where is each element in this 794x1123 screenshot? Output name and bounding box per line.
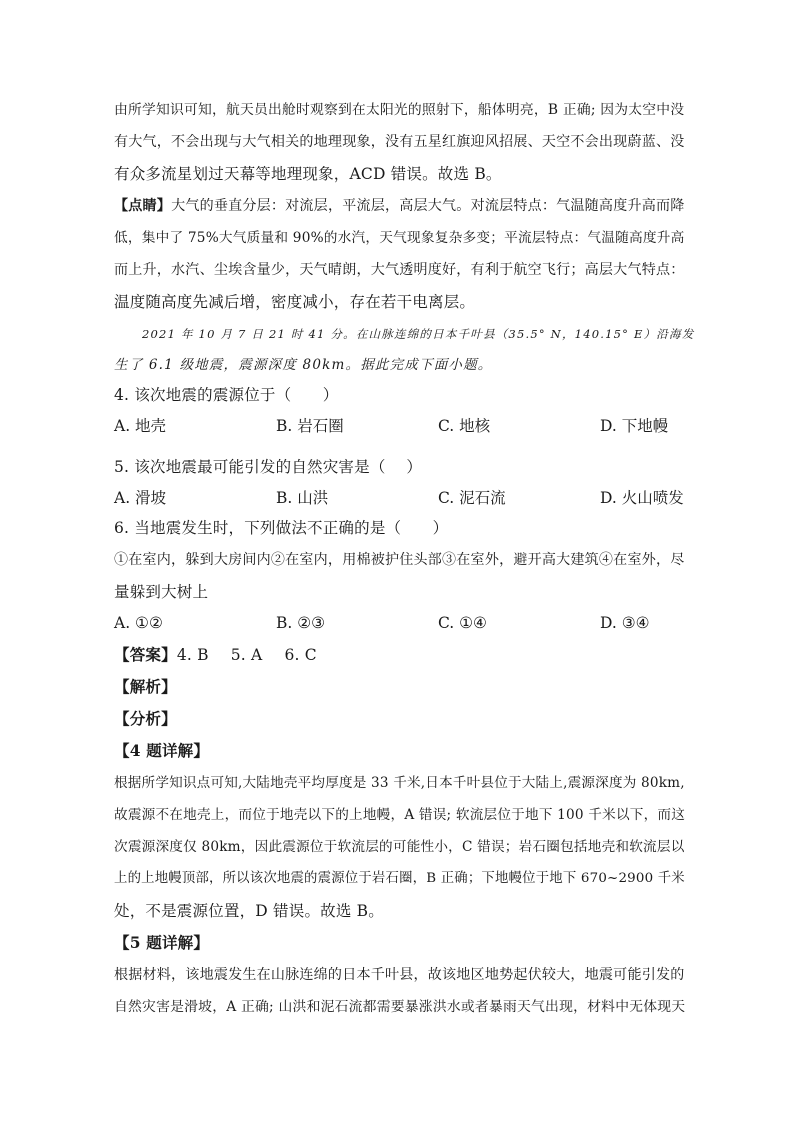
answer-tag: 【答案】 (114, 645, 177, 664)
dianjing-line-4: 温度随高度先减后增，密度减小，存在若干电离层。 (114, 293, 476, 311)
q6-option-c: C. ①④ (438, 614, 487, 632)
jiexi-heading: 【解析】 (114, 677, 177, 696)
q4-detail-line-1: 根据所学知识点可知,大陆地壳平均厚度是 33 千米,日本千叶县位于大陆上,震源深度为 80km, (114, 775, 685, 791)
q5-detail-heading: 【5 题详解】 (114, 933, 210, 952)
q4-detail-line-3: 次震源深度仅 80km，因此震源位于软流层的可能性小，C 错误；岩石圈包括地壳和软流层以 (114, 839, 685, 855)
q6-option-d: D. ③④ (600, 614, 650, 632)
prev-answer-line-2: 有大气，不会出现与大气相关的地理现象，没有五星红旗迎风招展、天空不会出现蔚蓝、没 (114, 134, 685, 150)
q5-detail-line-1: 根据材料，该地震发生在山脉连绵的日本千叶县，故该地区地势起伏较大，地震可能引发的 (114, 967, 685, 983)
dianjing-line-3: 而上升，水汽、尘埃含量少，天气晴朗，大气透明度好，有利于航空飞行；高层大气特点： (114, 262, 685, 278)
q4-option-b: B. 岩石圈 (276, 417, 344, 435)
q4-detail-line-4: 上的上地幔顶部，所以该次地震的震源位于岩石圈，B 正确；下地幔位于地下 670~2900 千米 (114, 871, 685, 886)
q4-detail-line-2: 故震源不在地壳上，而位于地壳以下的上地幔，A 错误; 软流层位于地下 100 千米以下，而这 (114, 807, 686, 823)
answer-item: 4. B (176, 646, 209, 664)
dianjing-text-1: 大气的垂直分层：对流层，平流层，高层大气。对流层特点：气温随高度升高而降 (171, 198, 685, 214)
dianjing-tag: 【点睛】 (114, 198, 172, 214)
q6-statement-line-1: ①在室内，躲到大房间内②在室内，用棉被护住头部③在室外，避开高大建筑④在室外，尽 (114, 552, 685, 568)
answer-item: 5. A (230, 646, 263, 664)
q4-option-a: A. 地壳 (114, 417, 167, 435)
q5-detail-line-2: 自然灾害是滑坡，A 正确; 山洪和泥石流都需要暴涨洪水或者暴雨天气出现，材料中无体现天 (114, 999, 686, 1015)
q4-stem: 4. 该次地震的震源位于（ ） (114, 386, 339, 404)
dianjing-line-2: 低，集中了 75%大气质量和 90%的水汽，天气现象复杂多变；平流层特点：气温随高度升高 (114, 230, 685, 246)
material-line-1: 2021 年 10 月 7 日 21 时 41 分。在山脉连绵的日本千叶县（35.5° N，140.15° E）沿海发 (142, 327, 695, 341)
answer-row (114, 645, 684, 665)
q4-option-d: D. 下地幔 (600, 417, 669, 435)
q6-stem: 6. 当地震发生时，下列做法不正确的是（ ） (114, 519, 449, 537)
dianjing-line-1 (114, 196, 684, 216)
q4-detail-heading: 【4 题详解】 (114, 741, 210, 760)
q5-option-a: A. 滑坡 (114, 489, 167, 507)
q6-option-a: A. ①② (114, 614, 163, 632)
q4-option-c: C. 地核 (438, 417, 491, 435)
prev-answer-line-3: 有众多流星划过天幕等地理现象，ACD 错误。故选 B。 (114, 165, 502, 183)
q6-option-b: B. ②③ (276, 614, 326, 632)
material-line-2: 生了 6.1 级地震，震源深度 80km。据此完成下面小题。 (114, 357, 493, 373)
prev-answer-line-1: 由所学知识可知，航天员出舱时观察到在太阳光的照射下，船体明亮，B 正确; 因为太空中没 (114, 102, 685, 118)
q5-stem: 5. 该次地震最可能引发的自然灾害是（ ） (114, 458, 423, 476)
q6-statement-line-2: 量躲到大树上 (114, 583, 209, 601)
answer-item: 6. C (284, 646, 317, 664)
q4-detail-line-5: 处，不是震源位置，D 错误。故选 B。 (114, 902, 384, 920)
q5-option-b: B. 山洪 (276, 489, 329, 507)
fenxi-heading: 【分析】 (114, 709, 177, 728)
q5-option-c: C. 泥石流 (438, 489, 506, 507)
q5-option-d: D. 火山喷发 (600, 489, 684, 507)
